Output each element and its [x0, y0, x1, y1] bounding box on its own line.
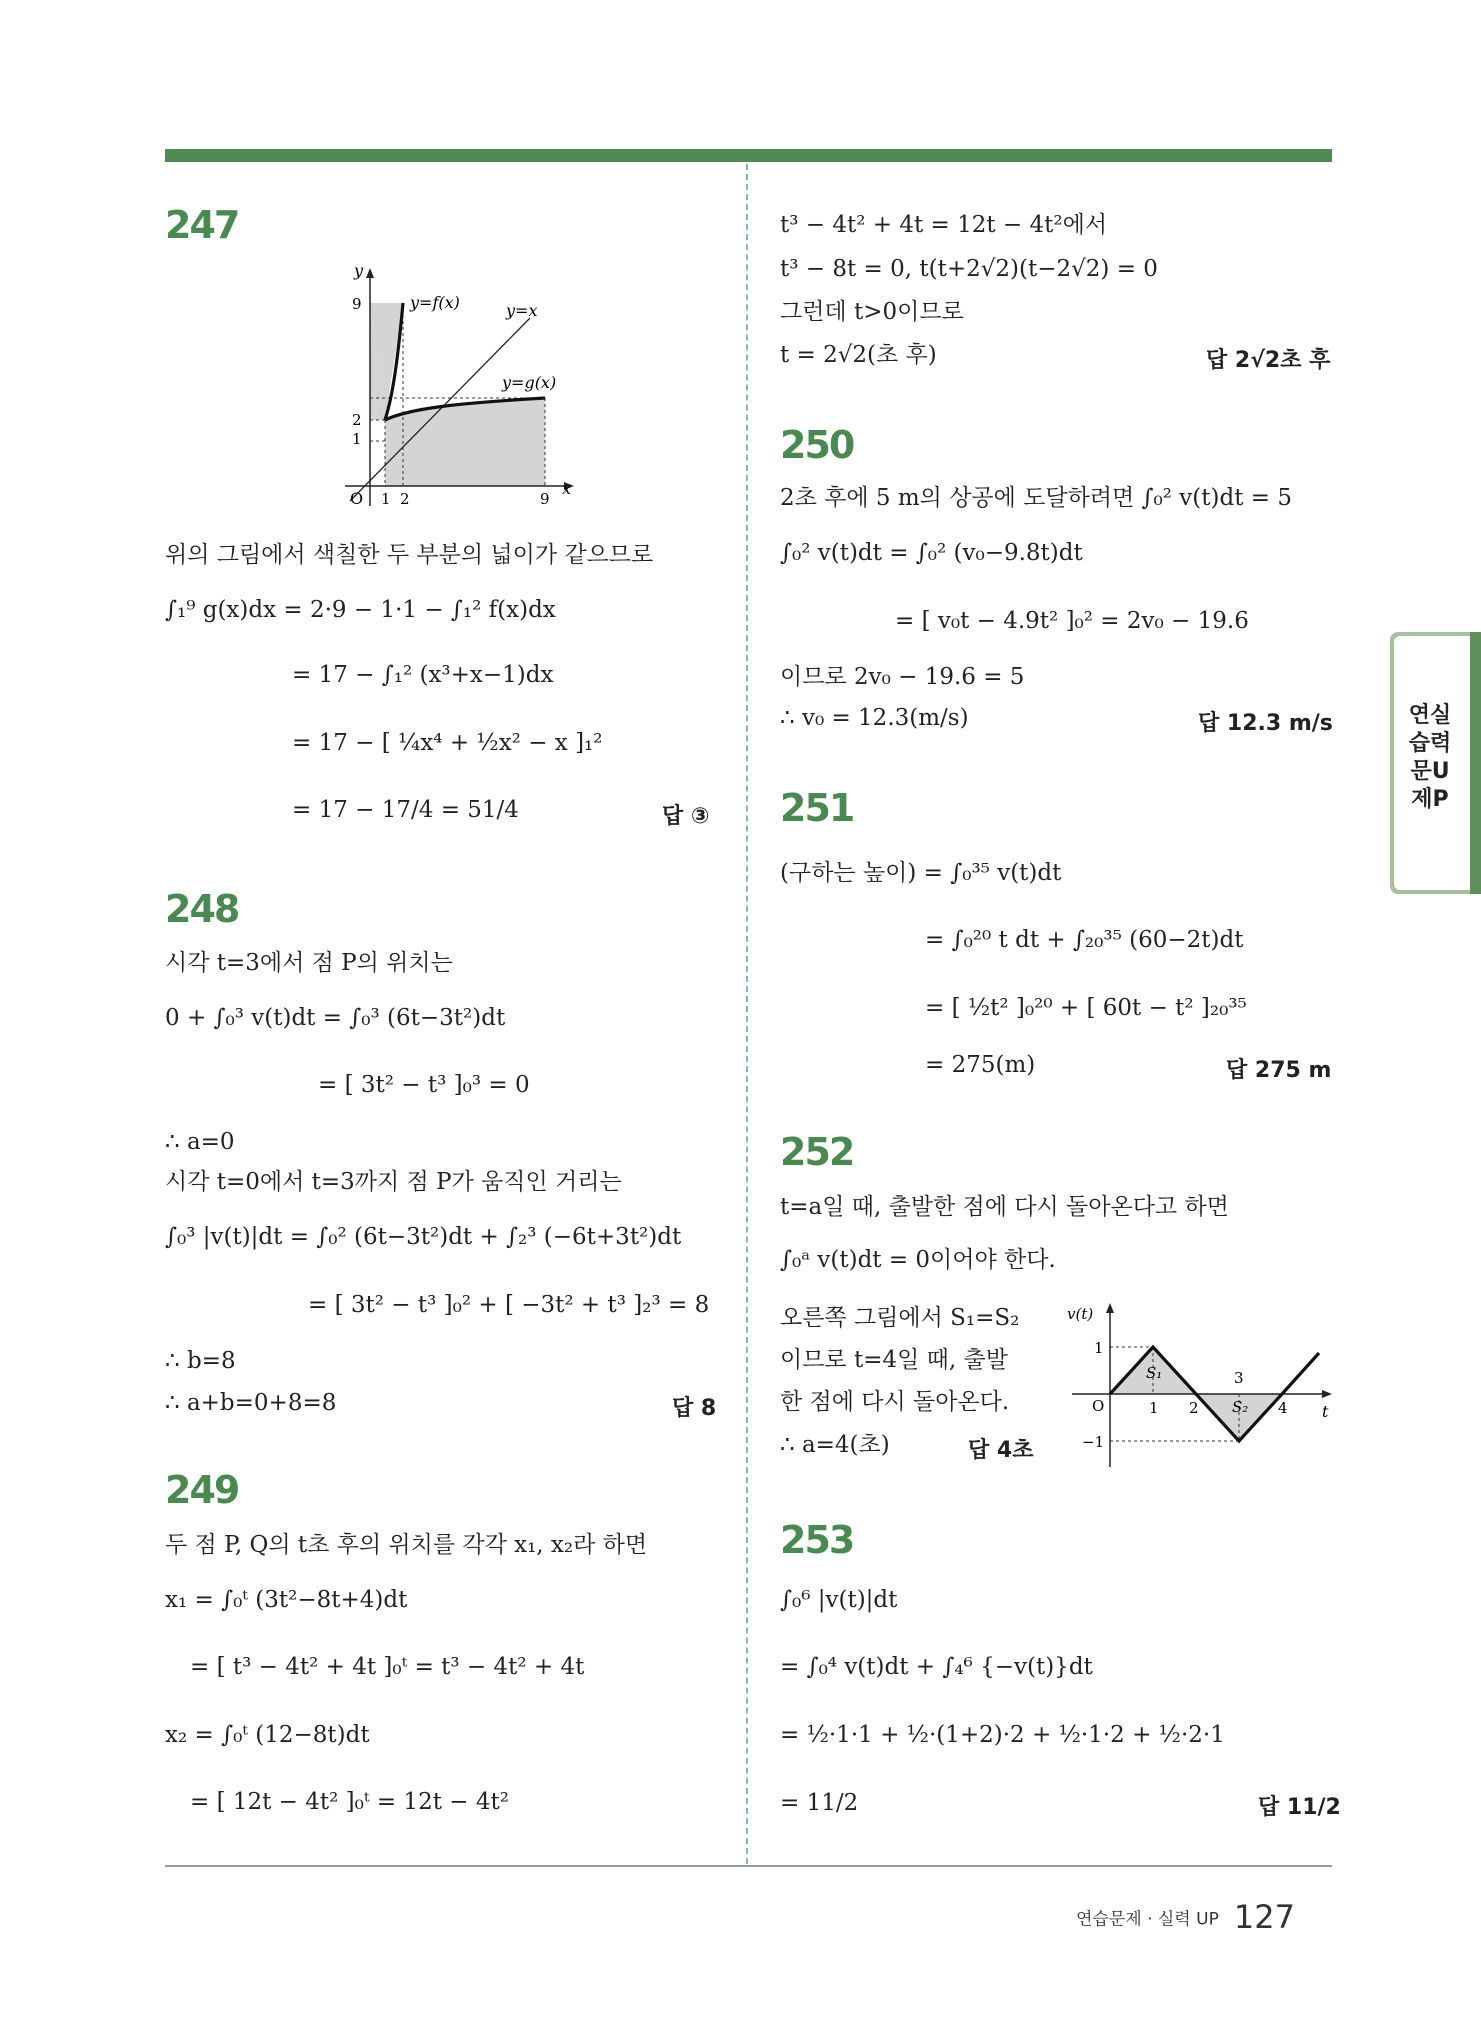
- math-line: 2초 후에 5 m의 상공에 도달하려면 ∫₀² v(t)dt = 5: [780, 485, 1292, 511]
- answer: 답 4초: [968, 1438, 1034, 1463]
- text-line: 시각 t=0에서 t=3까지 점 P가 움직인 거리는: [165, 1169, 622, 1195]
- answer: 답 11/2: [1258, 1795, 1341, 1820]
- side-tab-line: 문U: [1410, 759, 1450, 784]
- math-line: = [ 3t² − t³ ]₀² + [ −3t² + t³ ]₂³ = 8: [308, 1292, 710, 1318]
- top-accent-bar: [165, 149, 1332, 162]
- svg-text:3: 3: [1234, 1369, 1244, 1387]
- text-line: 이므로 t=4일 때, 출발: [780, 1347, 1008, 1373]
- math-line: ∴ a=0: [165, 1129, 235, 1155]
- math-line: (구하는 높이) = ∫₀³⁵ v(t)dt: [780, 860, 1062, 886]
- svg-text:O: O: [350, 489, 364, 508]
- math-line: ∫₀⁶ |v(t)|dt: [780, 1587, 898, 1613]
- math-line: ∫₀² v(t)dt = ∫₀² (v₀−9.8t)dt: [780, 540, 1083, 566]
- math-line: ∫₀ᵃ v(t)dt = 0이어야 한다.: [780, 1247, 1056, 1273]
- svg-text:1: 1: [381, 490, 391, 508]
- answer: 답 ③: [662, 804, 710, 829]
- math-line: ∴ v₀ = 12.3(m/s): [780, 705, 969, 731]
- math-line: ∴ a=4(초): [780, 1432, 890, 1458]
- bottom-rule: [165, 1865, 1332, 1867]
- math-line: ∴ b=8: [165, 1348, 236, 1374]
- math-line: ∫₁⁹ g(x)dx = 2·9 − 1·1 − ∫₁² f(x)dx: [165, 597, 556, 623]
- text-line: 한 점에 다시 돌아온다.: [780, 1389, 1010, 1415]
- text-line: t=a일 때, 출발한 점에 다시 돌아온다고 하면: [780, 1194, 1229, 1220]
- problem-number: 249: [165, 1468, 239, 1512]
- svg-text:2: 2: [400, 490, 410, 508]
- math-line: t³ − 8t = 0, t(t+2√2)(t−2√2) = 0: [780, 256, 1158, 282]
- math-line: ∴ a+b=0+8=8: [165, 1390, 337, 1416]
- svg-text:2: 2: [352, 411, 362, 429]
- math-line: = [ ½t² ]₀²⁰ + [ 60t − t² ]₂₀³⁵: [925, 995, 1247, 1021]
- svg-text:t: t: [1322, 1402, 1329, 1421]
- problem-number: 253: [780, 1518, 854, 1562]
- graph-247: [330, 258, 600, 508]
- svg-text:y: y: [354, 261, 364, 280]
- svg-text:O: O: [1092, 1397, 1105, 1415]
- answer: 답 8: [672, 1396, 717, 1421]
- math-line: 0 + ∫₀³ v(t)dt = ∫₀³ (6t−3t²)dt: [165, 1005, 506, 1031]
- answer: 답 2√2초 후: [1206, 348, 1331, 373]
- math-line: = 17 − [ ¼x⁴ + ½x² − x ]₁²: [292, 730, 603, 756]
- math-line: = 17 − ∫₁² (x³+x−1)dx: [292, 662, 554, 688]
- math-line: t = 2√2(초 후): [780, 342, 937, 368]
- svg-text:v(t): v(t): [1067, 1305, 1094, 1323]
- text-line: 위의 그림에서 색칠한 두 부분의 넓이가 같으므로: [165, 542, 654, 568]
- math-line: = 17 − 17/4 = 51/4: [292, 797, 519, 823]
- text-line: 두 점 P, Q의 t초 후의 위치를 각각 x₁, x₂라 하면: [165, 1532, 648, 1558]
- text-line: 오른쪽 그림에서 S₁=S₂: [780, 1305, 1020, 1331]
- math-line: 이므로 2v₀ − 19.6 = 5: [780, 664, 1025, 690]
- svg-text:9: 9: [352, 295, 362, 313]
- math-line: = [ t³ − 4t² + 4t ]₀ᵗ = t³ − 4t² + 4t: [190, 1654, 585, 1680]
- math-line: = [ v₀t − 4.9t² ]₀² = 2v₀ − 19.6: [895, 608, 1249, 634]
- math-line: t³ − 4t² + 4t = 12t − 4t²에서: [780, 212, 1108, 238]
- page-footer: [1076, 1898, 1295, 1936]
- svg-text:2: 2: [1189, 1399, 1199, 1417]
- answer: 답 275 m: [1226, 1058, 1332, 1083]
- text-line: 그런데 t>0이므로: [780, 299, 964, 325]
- footer-label: 연습문제 · 실력 UP: [1075, 1909, 1219, 1930]
- problem-number: 252: [780, 1130, 854, 1174]
- svg-text:y=f(x): y=f(x): [410, 293, 460, 312]
- problem-number: 251: [780, 786, 854, 830]
- svg-text:1: 1: [352, 430, 362, 448]
- svg-text:9: 9: [540, 490, 550, 508]
- svg-text:4: 4: [1278, 1399, 1288, 1417]
- page-number: 127: [1233, 1898, 1295, 1936]
- answer: 답 12.3 m/s: [1198, 711, 1333, 736]
- svg-text:y=g(x): y=g(x): [502, 373, 557, 392]
- math-line: = ∫₀²⁰ t dt + ∫₂₀³⁵ (60−2t)dt: [925, 927, 1244, 953]
- svg-text:1: 1: [1094, 1339, 1104, 1357]
- problem-number: 248: [165, 887, 239, 931]
- problem-number: 250: [780, 423, 854, 467]
- side-tab-line: 습력: [1408, 731, 1452, 756]
- text-line: 시각 t=3에서 점 P의 위치는: [165, 950, 453, 976]
- math-line: x₂ = ∫₀ᵗ (12−8t)dt: [165, 1722, 370, 1748]
- svg-text:y=x: y=x: [506, 301, 538, 320]
- svg-text:1: 1: [1149, 1399, 1159, 1417]
- math-line: ∫₀³ |v(t)|dt = ∫₀² (6t−3t²)dt + ∫₂³ (−6t+3t²)dt: [165, 1224, 682, 1250]
- graph-252: [1062, 1295, 1342, 1475]
- side-tab-line: 제P: [1411, 787, 1449, 812]
- math-line: = [ 3t² − t³ ]₀³ = 0: [318, 1072, 530, 1098]
- math-line: = 11/2: [780, 1790, 859, 1816]
- svg-text:−1: −1: [1082, 1433, 1105, 1451]
- math-line: = 275(m): [925, 1052, 1036, 1078]
- math-line: = ½·1·1 + ½·(1+2)·2 + ½·1·2 + ½·2·1: [780, 1722, 1225, 1748]
- svg-text:S₂: S₂: [1232, 1398, 1249, 1416]
- section-side-tab: [1390, 632, 1481, 894]
- problem-number: 247: [165, 203, 239, 247]
- svg-text:x: x: [562, 479, 572, 498]
- math-line: x₁ = ∫₀ᵗ (3t²−8t+4)dt: [165, 1587, 408, 1613]
- svg-text:S₁: S₁: [1146, 1364, 1163, 1382]
- math-line: = [ 12t − 4t² ]₀ᵗ = 12t − 4t²: [190, 1789, 509, 1815]
- column-divider: [746, 164, 748, 1864]
- side-tab-line: 연실: [1408, 703, 1452, 728]
- math-line: = ∫₀⁴ v(t)dt + ∫₄⁶ {−v(t)}dt: [780, 1654, 1093, 1680]
